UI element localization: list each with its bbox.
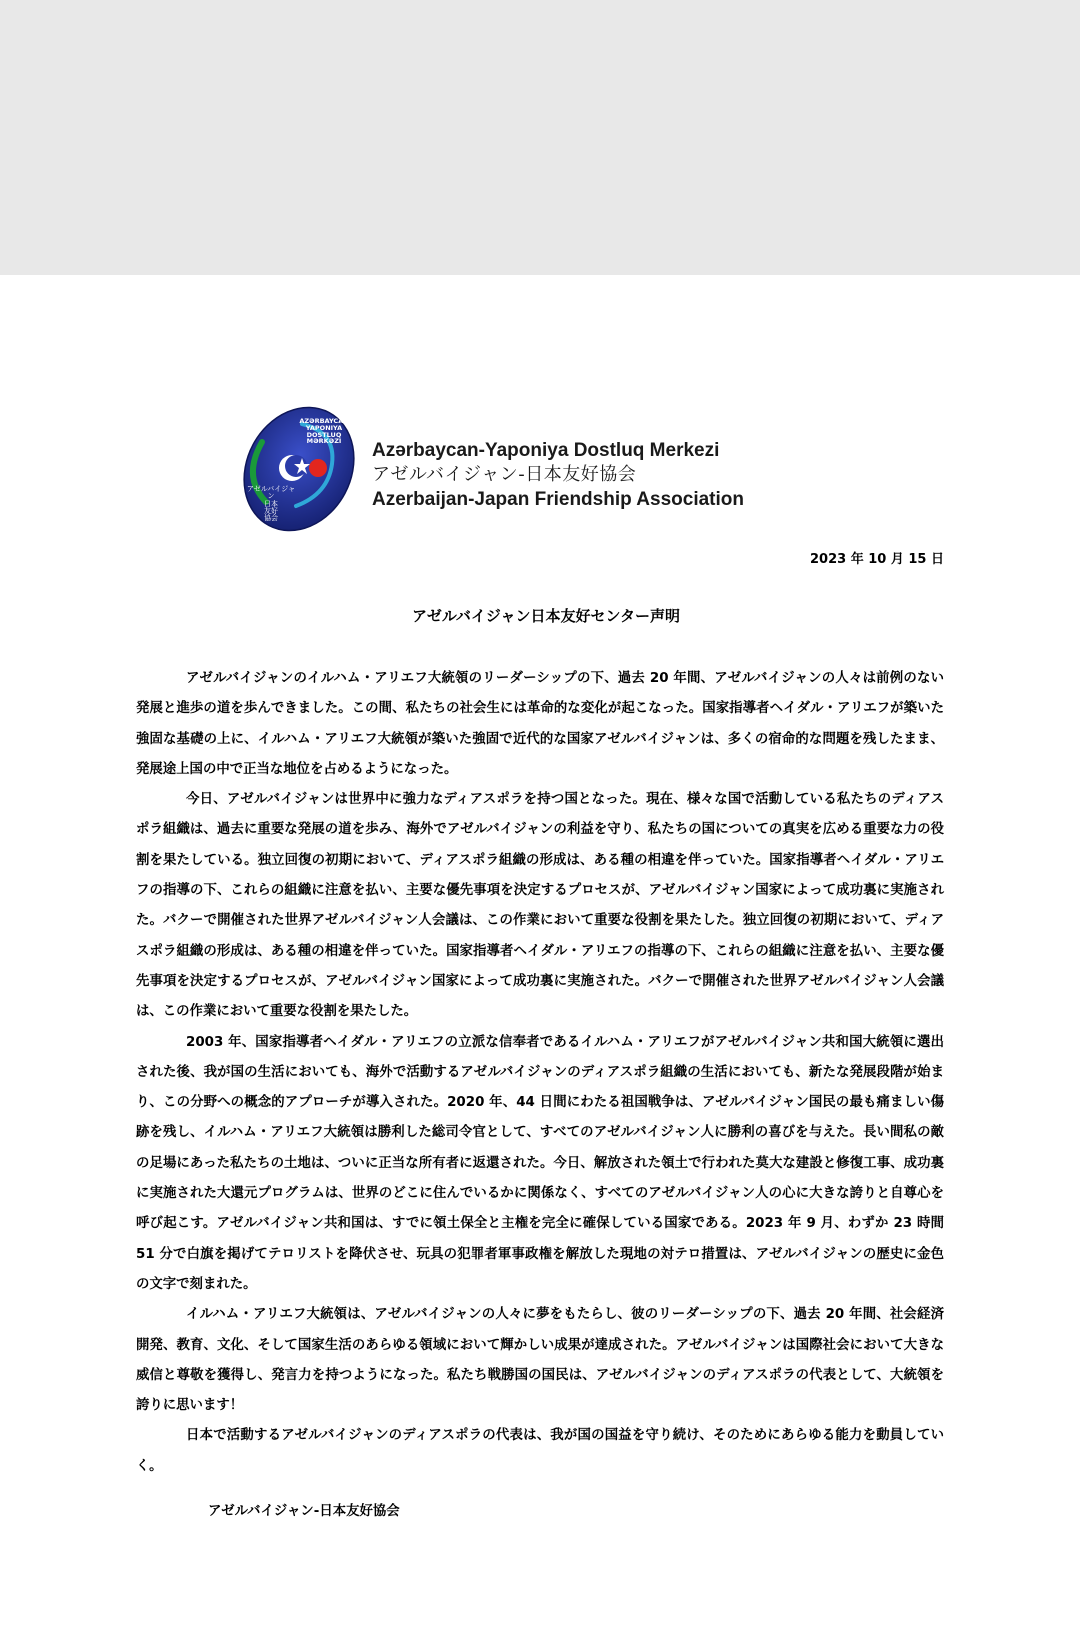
- emblem-bottom-text: アゼルバイジャン 日本 友好 協会: [246, 485, 296, 523]
- paragraph: イルハム・アリエフ大統領は、アゼルバイジャンの人々に夢をもたらし、彼のリーダーシップの下、過去 20 年間、社会経済開発、教育、文化、そして国家生活のあらゆる領域において輝かしい成果が達成された。アゼルバイジャンは国際社会において大きな威信と尊敬を獲得し、発言力を持つようになった。私たち戦勝国の国民は、アゼルバイジャンのディアスポラの代表として、大統領を誇りに思います！: [136, 1307, 944, 1414]
- document-date: 2023 年 10 月 15 日: [810, 552, 944, 567]
- org-name-english: Azerbaijan-Japan Friendship Association: [372, 489, 744, 510]
- org-name-japanese: アゼルバイジャン-日本友好協会: [372, 464, 637, 485]
- emblem-top-text: AZƏRBAYCAN YAPONIYA DOSTLUQ MƏRKƏZI: [299, 417, 349, 446]
- association-emblem-icon: [232, 402, 366, 536]
- paragraph: 2003 年、国家指導者ヘイダル・アリエフの立派な信奉者であるイルハム・アリエフがアゼルバイジャン共和国大統領に選出された後、我が国の生活においても、海外で活動するアゼルバイジャンのディアスポラ組織の生活においても、新たな発展段階が始まり、この分野への概念的アプローチが導入された。2020 年、44 日間にわたる祖国戦争は、アゼルバイジャン国民の最も痛ましい傷跡を残し、イルハム・アリエフ大統領は勝利した総司令官として、すべてのアゼルバイジャン人に勝利の喜びを与えた。長い間私の敵の足場にあった私たちの土地は、ついに正当な所有者に返還された。今日、解放された領土で行われた莫大な建設と修復工事、成功裏に実施された大還元プログラムは、世界のどこに住んでいるかに関係なく、すべてのアゼルバイジャン人の心に大きな誇りと自尊心を呼び起こす。アゼルバイジャン共和国は、すでに領土保全と主権を完全に確保している国家である。2023 年 9 月、わずか 23 時間 51 分で白旗を掲げてテロリストを降伏させ、玩具の犯罪者軍事政権を解放した現地の対テロ措置は、アゼルバイジャンの歴史に金色の文字で刻まれた。: [136, 1034, 944, 1292]
- paragraph: 日本で活動するアゼルバイジャンのディアスポラの代表は、我が国の国益を守り続け、そのためにあらゆる能力を動員していく。: [136, 1428, 944, 1474]
- document-body: [136, 664, 944, 1482]
- signature: アゼルバイジャン-日本友好協会: [208, 1504, 400, 1519]
- org-name-azerbaijani: Azərbaycan-Yaponiya Dostluq Merkezi: [372, 440, 720, 461]
- paragraph: 今日、アゼルバイジャンは世界中に強力なディアスポラを持つ国となった。現在、様々な国で活動している私たちのディアスポラ組織は、過去に重要な発展の道を歩み、海外でアゼルバイジャンの利益を守り、私たちの国についての真実を広める重要な力の役割を果たしている。独立回復の初期において、ディアスポラ組織の形成は、ある種の相違を伴っていた。国家指導者ヘイダル・アリエフの指導の下、これらの組織に注意を払い、主要な優先事項を決定するプロセスが、アゼルバイジャン国家によって成功裏に実施された。バクーで開催された世界アゼルバイジャン人会議は、この作業において重要な役割を果たした。独立回復の初期において、ディアスポラ組織の形成は、ある種の相違を伴っていた。国家指導者ヘイダル・アリエフの指導の下、これらの組織に注意を払い、主要な優先事項を決定するプロセスが、アゼルバイジャン国家によって成功裏に実施された。バクーで開催された世界アゼルバイジャン人会議は、この作業において重要な役割を果たした。: [136, 792, 944, 1020]
- paragraph: アゼルバイジャンのイルハム・アリエフ大統領のリーダーシップの下、過去 20 年間、アゼルバイジャンの人々は前例のない発展と進歩の道を歩んできました。この間、私たちの社会生には革命的な変化が起こなった。国家指導者ヘイダル・アリエフが築いた強固な基礎の上に、イルハム・アリエフ大統領が築いた強固で近代的な国家アゼルバイジャンは、多くの宿命的な問題を残したまま、発展途上国の中で正当な地位を占めるようになった。: [136, 671, 944, 777]
- letterhead: [232, 402, 772, 536]
- document-title: アゼルバイジャン日本友好センター声明: [412, 607, 680, 625]
- top-gray-band: [0, 0, 1080, 275]
- organization-names: [372, 438, 782, 512]
